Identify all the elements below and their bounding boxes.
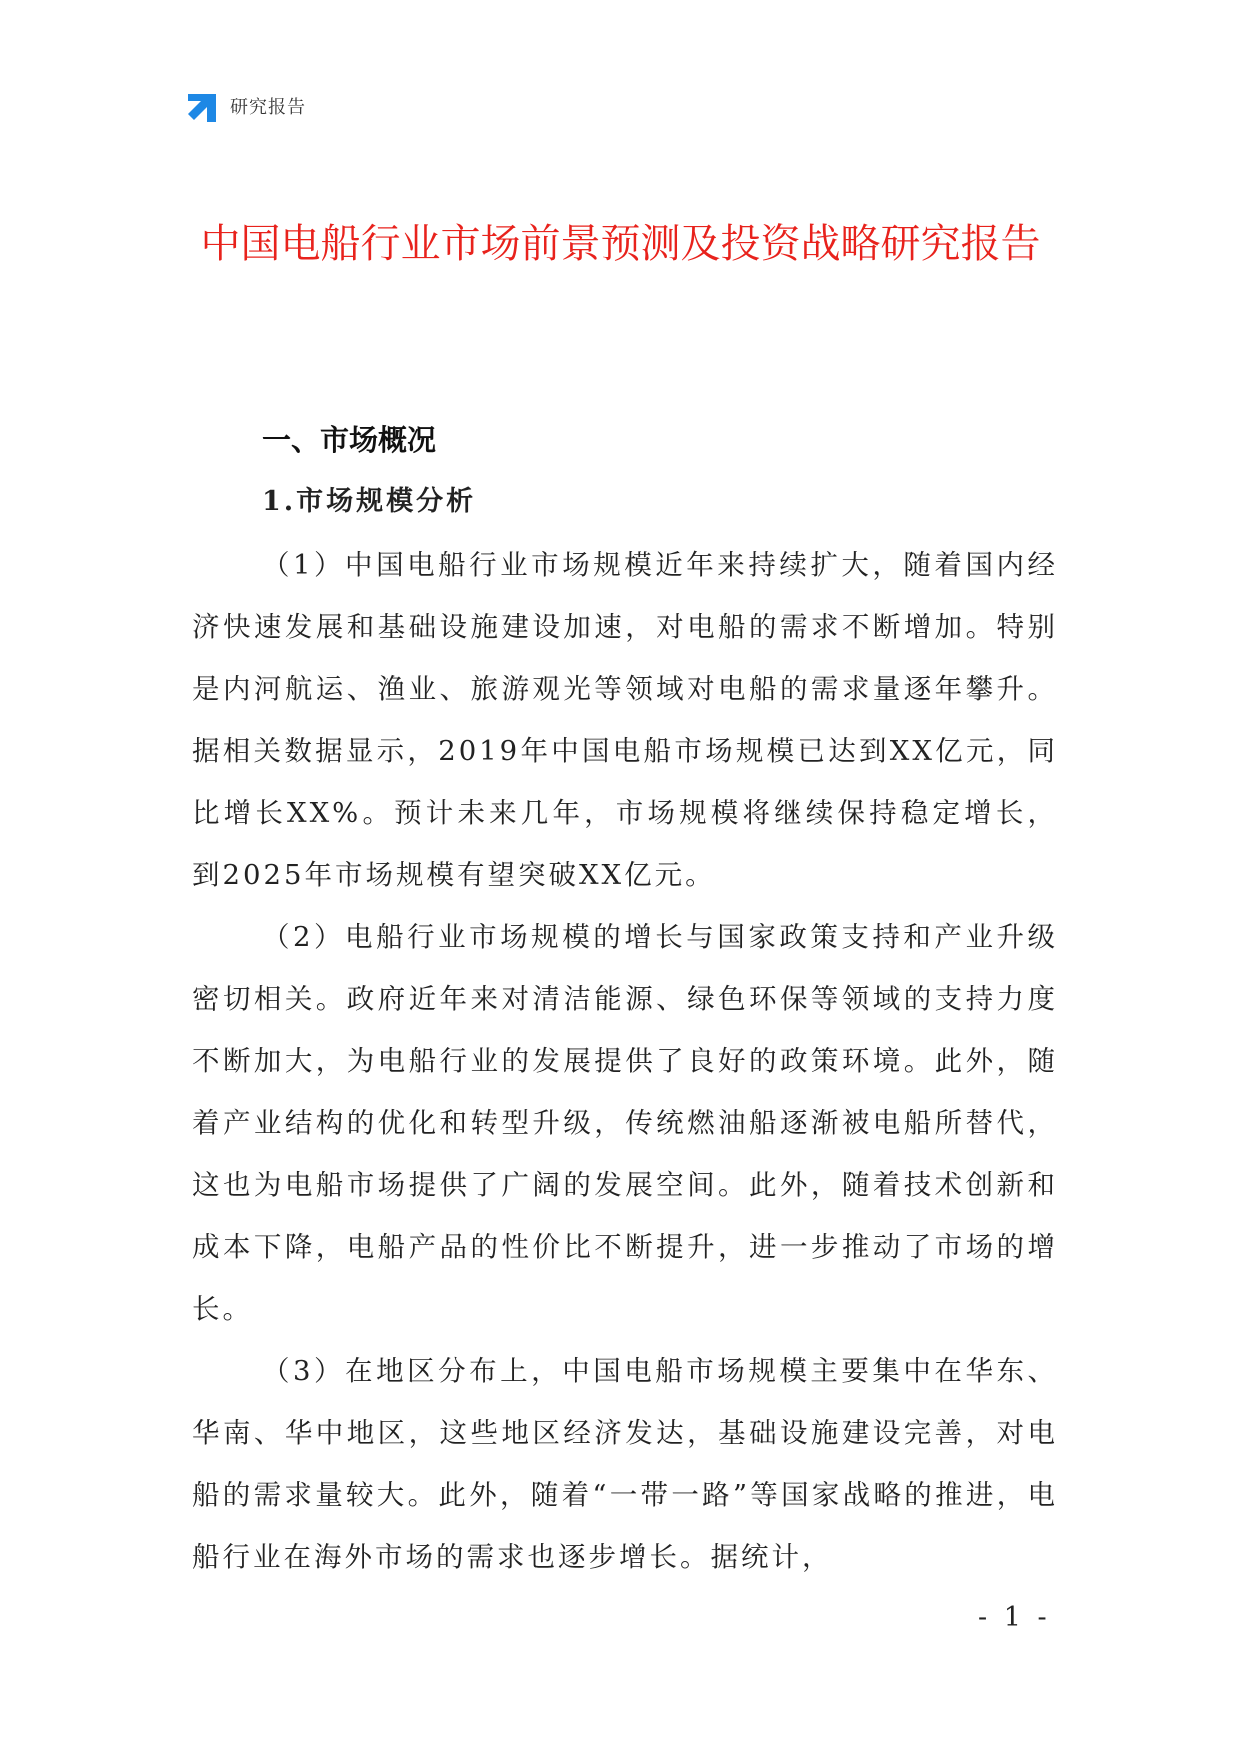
body-text: [192, 534, 1058, 1588]
header-label: 研究报告: [230, 97, 306, 118]
page-number: - 1 -: [978, 1602, 1051, 1633]
subsection-heading-market-size: 1.市场规模分析: [262, 486, 477, 517]
document-title: 中国电船行业市场前景预测及投资战略研究报告: [200, 221, 1041, 267]
paragraph-1: （1）中国电船行业市场规模近年来持续扩大，随着国内经济快速发展和基础设施建设加速，对电船的需求不断增加。特别是内河航运、渔业、旅游观光等领域对电船的需求量逐年攀升。据相关数据显示，2019年中国电船市场规模已达到XX亿元，同比增长XX%。预计未来几年，市场规模将继续保持稳定增长，到2025年市场规模有望突破XX亿元。: [192, 549, 1058, 891]
arrow-up-right-logo-icon: [188, 90, 220, 122]
section-heading-market-overview: 一、市场概况: [262, 423, 437, 457]
report-header: [188, 88, 306, 124]
paragraph-2: （2）电船行业市场规模的增长与国家政策支持和产业升级密切相关。政府近年来对清洁能源、绿色环保等领域的支持力度不断加大，为电船行业的发展提供了良好的政策环境。此外，随着产业结构的优化和转型升级，传统燃油船逐渐被电船所替代，这也为电船市场提供了广阔的发展空间。此外，随着技术创新和成本下降，电船产品的性价比不断提升，进一步推动了市场的增长。: [192, 921, 1058, 1325]
paragraph-3: （3）在地区分布上，中国电船市场规模主要集中在华东、华南、华中地区，这些地区经济发达，基础设施建设完善，对电船的需求量较大。此外，随着“一带一路”等国家战略的推进，电船行业在海外市场的需求也逐步增长。据统计，: [192, 1355, 1058, 1573]
